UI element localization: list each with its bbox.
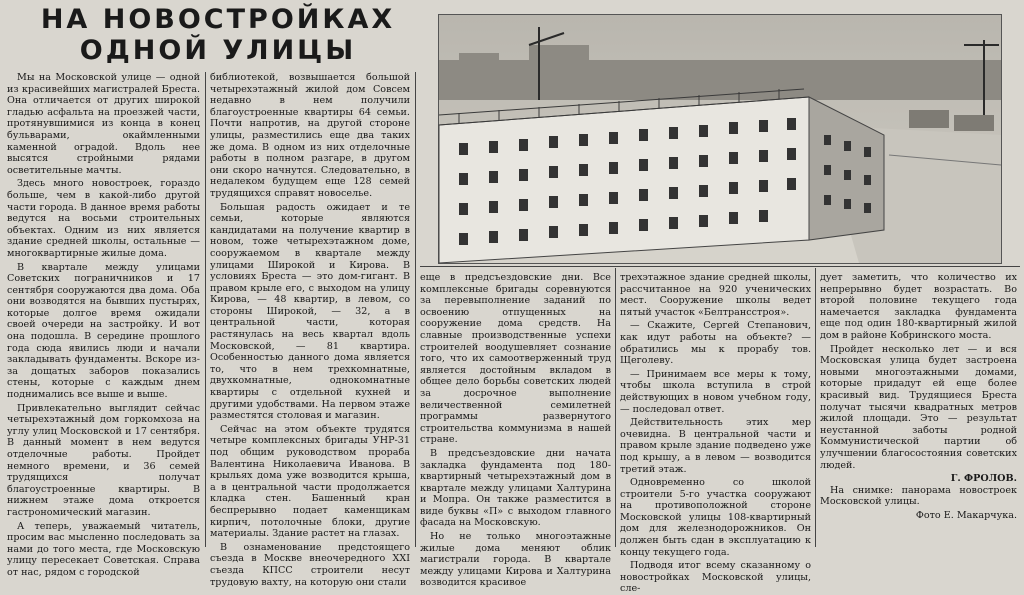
paragraph: Привлекательно выглядит сейчас четырехэтажный дом горкомхоза на углу улиц Московской и 17 сентября. В данный момент в нем ведутся отделочные работы. Пройдет немного времени, и 36 семей трудящихся получат благоустроенные квартиры. В нижнем этаже дома откроется гастрономический магазин. [7,402,200,518]
paragraph: библиотекой, возвышается большой четырехэтажный жилой дом Совсем недавно в нем получили благоустроенные квартиры 64 семьи. Почти напротив, на другой стороне улицы, разместились еще два таких же дома. В одном из них отделочные работы в полном разгаре, в другом они скоро начнутся. Следовательно, в недалеком будущем еще 128 семей трудящихся справят новоселье. [210,72,410,199]
paragraph: Здесь много новостроек, гораздо больше, чем в какой-либо другой части города. В данное время работы ведутся на восьми строительных объектах. Одним из них является здание средней школы, остальные — многоквартирные жилые дома. [7,178,200,259]
paragraph: — Скажите, Сергей Степанович, как идут работы на объекте? — обратились мы к прорабу тов. Щеголеву. [620,320,811,367]
paragraph: Большая радость ожидает и те семьи, которые являются кандидатами на получение квартир в новом, тоже четырехэтажном доме, сооружаемом в квартале между улицами Широкой и Кирова. В условиях Бреста — это дом-гигант. В правом крыле его, с выходом на улицу Кирова, — 48 квартир, в левом, со стороны Широкой, — 32, а в центральной части, которая растянулась на весь квартал вдоль Московской, — 81 квартира. Особенностью данного дома является то, что в нем трехкомнатные, двухкомнатные, однокомнатные квартиры с отдельной кухней и другими удобствами. На первом этаже разместятся столовая и магазин. [210,201,410,422]
column-rule [615,268,616,547]
paragraph: трехэтажное здание средней школы, рассчитанное на 920 ученических мест. Сооружение школы ведет пятый участок «Белтрансстроя». [620,272,811,318]
photo-caption: На снимке: панорама новостроек Московской улицы. [820,484,1017,508]
paragraph: В предсъездовские дни начата закладка фундамента под 180-квартирный четырехэтажный дом в квартале между улицами Халтурина и Мопра. Он также разместится в виде буквы «П» с выходом главного фасада на Московскую. [420,447,611,529]
panorama-photo [438,14,1002,264]
column-rule [415,72,416,547]
headline-line-2: ОДНОЙ УЛИЦЫ [79,35,357,66]
photo-credit: Фото Е. Макарчука. [915,509,1017,521]
paragraph: В квартале между улицами Советских пограничников и 17 сентября сооружаются два дома. Оба они возводятся на бывших пустырях, которые долгое время ожидали своей очереди на застройку. И вот она подошла. В середине прошлого года сюда явились люди и начали закладывать фундаменты. Вскоре из-за дощатых заборов показались стены, которые с каждым днем поднимались все выше и выше. [7,261,200,401]
author-signature: Г. ФРОЛОВ. [950,473,1017,485]
paragraph: Действительность этих мер очевидна. В центральной части и правом крыле здание подведено уже под крышу, а в левом — возводится третий этаж. [620,417,811,475]
headline-line-1: НА НОВОСТРОЙКАХ [40,4,396,35]
paragraph: Одновременно со школой строители 5-го участка сооружают на противоположной стороне Московской улицы 108-квартирный дом для железнодорожников. Он должен быть сдан в эксплуатацию к концу текущего года. [620,477,811,558]
paragraph: — Принимаем все меры к тому, чтобы школа вступила в строй действующих в новом учебном году, — последовал ответ. [620,368,811,415]
paragraph: дует заметить, что количество их непрерывно будет возрастать. Во второй половине текущего года намечается закладка фундамента еще под один 180-квартирный жилой дом в районе Кобринского моста. [820,272,1017,341]
column-rule [205,72,206,547]
paragraph: Пройдет несколько лет — и вся Московская улица будет застроена новыми многоэтажными домами, которые придадут ей еще более красивый вид. Трудящиеся Бреста получат тысячи квадратных метров жилой площади. Это — результат неустанной заботы родной Коммунистической партии об улучшении благосостояния советских людей. [820,343,1017,471]
photo-rule [420,266,1020,267]
paragraph: Сейчас на этом объекте трудятся четыре комплексных бригады УНР-31 под общим руководством прораба Валентина Николаевича Иванова. В крыльях дома уже возводится крыша, а в центральной части продолжается кладка стен. Башенный кран беспрерывно подает каменщикам кирпич, потолочные блоки, другие материалы. Здание растет на глазах. [210,423,410,540]
paragraph: Мы на Московской улице — одной из красивейших магистралей Бреста. Она отличается от других широкой гладью асфальта на проезжей части, протянувшимися из конца в конец бульварами, окаймленными каменной оградой. Вдоль нее высятся стройными рядами осветительные мачты. [7,72,200,176]
paragraph: А теперь, уважаемый читатель, просим вас мысленно последовать за нами до того места, где Московскую улицу пересекает Советская. Справа от нас, рядом с городской [7,520,200,578]
paragraph: В ознаменование предстоящего съезда в Москве внеочередного XXI съезда КПСС строители несут трудовую вахту, на которую они стали [210,541,410,588]
paragraph: Но не только многоэтажные жилые дома меняют облик магистрали города. В квартале между улицами Кирова и Халтурина возводится красивое [420,531,611,589]
paragraph: еще в предсъездовские дни. Все комплексные бригады соревнуются за перевыполнение заданий по освоению отпущенных на сооружение дома средств. На славные производственные успехи строителей воодушевляет сознание того, что их самоотверженный труд является достойным вкладом в общее дело борьбы советских людей за досрочное выполнение величественной семилетней программы развернутого строительства коммунизма в нашей стране. [420,272,611,446]
headline [8,4,428,66]
article-column-5 [820,272,1017,548]
article-column-2 [210,72,410,588]
paragraph: Подводя итог всему сказанному о новостройках Московской улицы, сле- [620,560,811,595]
article-column-3 [420,272,611,589]
column-rule [815,268,816,547]
article-column-4 [620,272,811,595]
article-column-1 [7,72,200,578]
